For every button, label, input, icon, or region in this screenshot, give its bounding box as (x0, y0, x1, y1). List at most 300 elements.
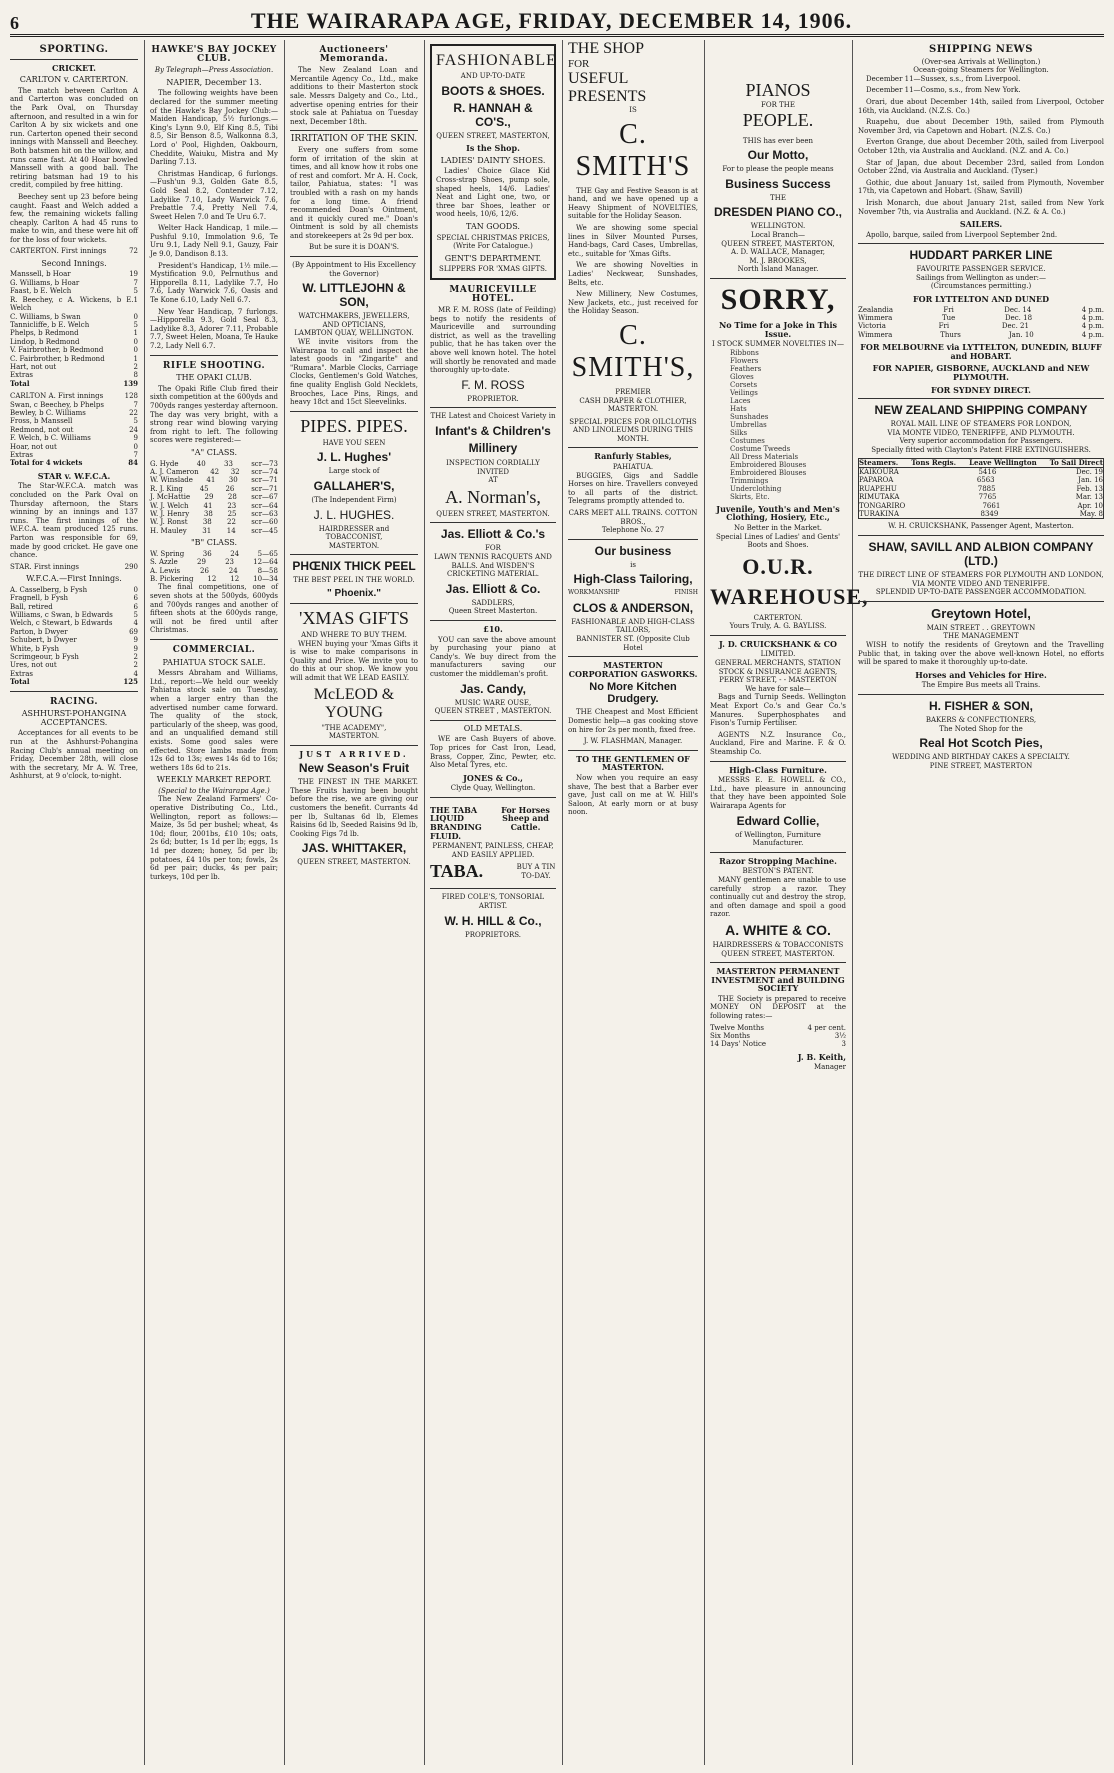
ad-text: QUEEN STREET, MASTERTON. (721, 949, 835, 958)
ad-text: New Millinery, New Costumes, New Jackets, etc., just received for the Holiday Season. (568, 290, 698, 316)
section-heading: SPORTING. (39, 44, 109, 55)
row-value: 2 (133, 661, 138, 670)
divider (568, 539, 698, 540)
article-text: New Year Handicap, 7 furlongs.—Hipporella 9.3, Gold Seal 8.3, Ladylike 8.3, Adorer 7.11, Probable 7.7, Sweet Helen, Moana, Te Hauke 7.2, Lady Nell 6.7. (150, 307, 278, 350)
goods-item: Silks (730, 428, 748, 437)
ad-text: FIRED COLE'S, TONSORIAL ARTIST. (441, 893, 545, 911)
divider (858, 535, 1104, 536)
ad-heading: MASTERTON PERMANENT INVESTMENT and BUILDING SOCIETY (711, 966, 845, 994)
score-line (10, 603, 138, 611)
ad-text: We have for sale— (745, 684, 811, 693)
row-label: Wimmera (858, 314, 893, 323)
score-row (150, 468, 278, 476)
score-line (10, 563, 138, 571)
row-value: 24 (230, 549, 240, 558)
ad-text: THE Cheapest and Most Efficient Domestic help—a gas cooking stove on hire for 2s per month, fixed free. (568, 708, 698, 734)
ship-table-header (859, 459, 1103, 468)
ad-heading: J. D. CRUICKSHANK & CO (719, 638, 837, 649)
row-value: 42 (210, 467, 220, 476)
column-advertisements (290, 40, 418, 1765)
ad-text: PERRY STREET, - - MASTERTON (719, 676, 837, 685)
subheading: SAILERS. (959, 219, 1003, 230)
column-advertisements (568, 40, 698, 1765)
row-label: A. Lewis (150, 566, 181, 575)
subheading: STAR v. W.F.C.A. (37, 470, 111, 481)
ad-heading: PIANOS (745, 80, 811, 100)
ad-text: THE FINEST IN THE MARKET. These Fruits having been bought before the rise, we are giving our customers the benefit. Currants 4d per lb, Sultanas 6d lb, Elemes Raisins 6d lb, Seeded Raisins 9d lb, Cooking Figs 7d lb. (290, 778, 418, 838)
row-value: 24 (228, 566, 238, 575)
ad-text: Clyde Quay, Wellington. (450, 784, 536, 793)
ad-heading: Jas. Elliott & Co. (445, 581, 541, 596)
score-line (10, 586, 138, 594)
row-value: 33 (224, 459, 233, 468)
score-line (10, 443, 138, 451)
row-label: Tannicliffe, b E. Welch (10, 320, 90, 329)
score-line (10, 401, 138, 409)
ad-heading: Razor Stropping Machine. (719, 855, 837, 866)
row-value: 22 (227, 518, 236, 527)
ad-heading: PEOPLE. (742, 109, 814, 130)
row-label: C. Williams, b Swan (10, 312, 81, 321)
ad-heading: For Horses Sheep and Cattle. (501, 804, 550, 833)
ad-text: WEDDING AND BIRTHDAY CAKES A SPECIALTY. (892, 753, 1070, 762)
ad-heading: Millinery (468, 441, 518, 456)
goods-item: Trimmings (730, 476, 769, 485)
row-label: Victoria (858, 322, 886, 331)
divider (568, 750, 698, 751)
row-value: 7 (133, 400, 138, 409)
row-value: scr—45 (251, 526, 278, 535)
score-line (10, 329, 138, 337)
subheading: "A" CLASS. (191, 447, 237, 457)
row-value: 5 (133, 320, 138, 329)
batting-list (10, 401, 138, 460)
article-text: Acceptances for all events to be run at the Ashhurst-Pohangina Racing Club's annual meeting on Friday, December 28th, will close with the secretary, Mr A. W. Tree, Ashhurst, at 9 o'clock, to-night. (10, 729, 138, 781)
score-row (150, 485, 278, 493)
row-label: Twelve Months (710, 1023, 764, 1032)
ad-text: VIA MONTE VIDEO, TENERIFFE, AND PLYMOUTH. (887, 428, 1075, 437)
score-row (150, 575, 278, 583)
row-value: Dec. 14 (1004, 305, 1032, 314)
row-value: 5 (133, 287, 138, 296)
table-cell: Apr. 10 (1077, 501, 1103, 510)
row-label: Extras (10, 669, 33, 678)
ad-text: FOR (485, 544, 501, 553)
arrival-item: December 11—Cosmo, s.s., from New York. (866, 86, 1021, 95)
taba-buy (430, 859, 556, 884)
arrivals-list (858, 75, 1104, 216)
article-text: Welter Hack Handicap, 1 mile.—Pushful 9.10, Immolation 9.6, Te Uru 9.1, Lady Nell 9.1, Gauzy, Fair Je 9.0, Dandison 8.13. (150, 224, 278, 259)
ad-heading: Real Hot Scotch Pies, (919, 736, 1043, 751)
ad-text: FAVOURITE PASSENGER SERVICE. (916, 265, 1046, 274)
row-value: 25 (227, 509, 237, 518)
ad-text: BAKERS & CONFECTIONERS, (925, 716, 1037, 724)
score-row (150, 550, 278, 558)
ad-text: QUEEN STREET, MASTERTON. (436, 509, 550, 518)
ad-heading: H. FISHER & SON, (928, 699, 1033, 713)
goods-item: Ribbons (730, 348, 759, 357)
row-value: 22 (129, 408, 138, 417)
divider (430, 407, 556, 408)
ad-text: MESSRS E. E. HOWELL & CO., Ltd., have pleasure in announcing that they have been appointed Sole Wairarapa Agents for (710, 776, 846, 810)
row-label: F. Welch, b C. Williams (10, 434, 91, 443)
score-line (10, 611, 138, 619)
column-rule (562, 40, 563, 1765)
score-line (10, 594, 138, 602)
ad-text: No Time for a Joke in This Issue. (718, 319, 837, 339)
ad-text: AT (488, 476, 498, 485)
section-heading: COMMERCIAL. (172, 644, 256, 655)
column-news (150, 40, 278, 1765)
divider (568, 656, 698, 657)
ad-heading: TAN GOODS. (466, 221, 520, 231)
ad-text: of Wellington, Furniture Manufacturer. (735, 830, 821, 848)
row-label: J. McHattie (150, 493, 191, 502)
column-rule (284, 40, 285, 1765)
ad-text: THE BEST PEEL IN THE WORLD. (293, 576, 415, 585)
row-value: 29 (196, 558, 206, 567)
ad-text: SPECIAL CHRISTMAS PRICES, (Write For Catalogue.) (436, 233, 550, 251)
arrival-item: Ruapehu, due about December 19th, sailed from Plymouth November 3rd, via Capetown and Hobart. (N.Z.S. Co.) (858, 118, 1104, 135)
row-label: V. Fairbrother, b Redmond (10, 346, 104, 355)
row-value: scr—74 (251, 467, 278, 476)
score-line (10, 363, 138, 371)
ship-row (859, 485, 1103, 493)
ad-heading: Horses and Vehicles for Hire. (915, 669, 1047, 680)
ad-text: Manager (814, 1063, 846, 1072)
goods-item: Feathers (730, 364, 762, 373)
ad-heading: Jas. Candy, (460, 681, 526, 696)
subheading: THE OPAKI CLUB. (176, 373, 252, 383)
score-row (150, 510, 278, 518)
article-text: The New Zealand Loan and Mercantile Agency Co., Ltd., make additions to their Masterton stock sale. Messrs Dalgety and Co., Ltd., advertise opening entries for their stock sale at Pahiatua on Tuesday next, December 18th. (290, 66, 418, 126)
row-value: 26 (225, 484, 235, 493)
divider (430, 620, 556, 621)
subheading: Second Innings. (41, 258, 107, 268)
ad-box (430, 44, 556, 280)
row-label: S. Azzle (150, 558, 178, 567)
ad-text: A. D. WALLACE, Manager, (731, 248, 825, 257)
ad-text: SLIPPERS FOR 'XMAS GIFTS. (439, 265, 547, 274)
divider (710, 635, 846, 636)
ad-text: MANY gentlemen are unable to use carefully strop a razor. They continually cut and destroy the strop, and often damage and spoil a good razor. (710, 875, 846, 919)
score-line (10, 296, 138, 313)
arrival-item: Orari, due about December 14th, sailed from Liverpool, October 16th, via Auckland. (N.Z.S. Co.) (858, 97, 1104, 115)
row-value: 1 (133, 295, 138, 304)
masthead (10, 4, 1104, 37)
ad-heading: DRESDEN PIANO CO., (713, 205, 842, 220)
article-text: President's Handicap, 1½ mile.—Mystification 9.0, Pelrnuthus and Hipporella 8.11, Ladylike 7.7, Ho 7.6, Lady Warwick 7.6, Oasis and Te Kone 6.10, Lady Nell 6.7. (150, 261, 278, 305)
ad-text: THE Society is prepared to receive MONEY ON DEPOSIT at the following rates:— (710, 994, 846, 1021)
ad-heading: C. SMITH'S, (571, 319, 695, 383)
ad-text: SPLENDID UP-TO-DATE PASSENGER ACCOMMODATION. (875, 588, 1087, 597)
row-value: 26 (200, 566, 209, 575)
ad-text: Queen Street Masterton. (448, 607, 538, 616)
ad-text: The Noted Shop for the (939, 724, 1023, 733)
ad-text: AND WHERE TO BUY THEM. (301, 630, 407, 639)
ad-heading: SORRY, (720, 282, 836, 316)
ad-heading: J. B. Keith, (797, 1051, 846, 1062)
ship-row (859, 476, 1103, 484)
score-label: STAR. First innings (10, 562, 80, 571)
sailing-row (858, 322, 1104, 330)
row-label: Ball, retired (10, 602, 53, 611)
row-value: Dec. 21 (1001, 322, 1029, 331)
score-value: 128 (124, 392, 138, 401)
score-total (10, 459, 138, 467)
score-label: CARTERTON. First innings (10, 247, 107, 256)
row-value: 1 (133, 354, 138, 363)
ad-text: Local Branch— (750, 230, 806, 239)
score-line (10, 279, 138, 287)
ad-text: Now when you require an easy shave, The best that a Barber ever gave, Just call on me at W. Hill's Saloon, At early morn or at busy noon. (568, 773, 698, 817)
ad-heading: GENT'S DEPARTMENT. (444, 253, 542, 263)
ad-text: The Empire Bus meets all Trains. (921, 681, 1041, 690)
score-line (10, 645, 138, 653)
table-cell: TURAKINA (859, 510, 900, 519)
ad-text: CARS MEET ALL TRAINS. COTTON BROS., (568, 509, 698, 526)
row-value: 9 (133, 644, 138, 653)
row-value: 4 p.m. (1081, 322, 1104, 331)
row-label: W. J. Welch (150, 501, 189, 510)
score-label: Total (10, 378, 30, 388)
ad-text: MASTERTON. (607, 405, 659, 414)
row-value: 2 (133, 653, 138, 661)
subheading: W.F.C.A.—First Innings. (26, 574, 122, 584)
divider (290, 745, 418, 746)
row-value: 24 (129, 425, 138, 434)
row-value: Dec. 18 (1004, 314, 1033, 323)
ad-heading: £10. (483, 623, 503, 634)
ad-heading: McLEOD & YOUNG (313, 685, 395, 721)
subheading: FOR MELBOURNE via LYTTELTON, DUNEDIN, BLUFF and HOBART. (860, 342, 1102, 361)
score-line (10, 247, 138, 255)
ad-heading: FOR (568, 58, 590, 70)
ad-text: is (630, 560, 636, 569)
row-label: Bewley, b C. Williams (10, 408, 86, 417)
subheading: (Over-sea Arrivals at Wellington.) (921, 57, 1041, 66)
table-cell: Mar. 13 (1075, 493, 1103, 502)
byline: (Special to the Wairarapa Age.) (158, 786, 270, 795)
goods-item: Veilings (730, 388, 758, 397)
ad-heading: A. WHITE & CO. (725, 921, 831, 938)
score-table (150, 460, 278, 536)
goods-item: Hats (730, 404, 747, 413)
row-label: Phelps, b Redmond (10, 329, 79, 338)
table-cell: 5416 (978, 468, 997, 477)
score-row (150, 558, 278, 566)
row-label: A. J. Cameron (150, 467, 199, 476)
ad-heading: C. SMITH'S (575, 118, 691, 182)
subheading: PAHIATUA STOCK SALE. (162, 657, 266, 667)
row-label: H. Mauley (150, 526, 187, 535)
ad-heading: OLD METALS. (463, 723, 523, 733)
row-value: 8 (133, 371, 138, 380)
article-text: Christmas Handicap, 6 furlongs.—Fush'un 9.3, Golden Gate 8.5, Gold Seal 8.2, Contender 7.12, Ladylike 7.10, Lady Warwick 7.6, Prebattle 7.4, Pretty Nell 7.4, Sweet Helen 7.0 and Te Uru 6.7. (150, 169, 278, 221)
row-label: Parton, b Dwyer (10, 627, 68, 636)
row-value: 2 (133, 362, 138, 371)
row-label: R. Beechey, c A. Wickens, b E. Welch (10, 295, 134, 313)
score-line (10, 287, 138, 295)
ship-row (859, 493, 1103, 501)
row-value: 45 (199, 484, 209, 493)
row-value: Fri (943, 305, 954, 314)
ad-heading: J. L. Hughes' (316, 450, 392, 465)
score-value: 84 (128, 458, 138, 468)
row-label: White, b Fysh (10, 644, 59, 653)
row-value: 6 (133, 594, 138, 603)
ad-text: FOR THE (761, 101, 795, 109)
row-value: 3½ (834, 1032, 846, 1041)
divider (430, 888, 556, 889)
table-cell: RUAPEHU (859, 484, 897, 493)
article-text: Beechey sent up 23 before being caught. Faast and Welch added a few, the remaining wickets falling cheaply. Carlton A had 45 runs to make to win, and these were hit off for the loss of four wickets. (10, 192, 138, 244)
ad-text: PINE STREET, MASTERTON (929, 761, 1033, 770)
table-cell: 8349 (980, 510, 999, 519)
ad-heading: CLOS & ANDERSON, (572, 600, 694, 615)
table-cell: 7885 (977, 484, 996, 493)
arrival-item: Gothic, due about January 1st, sailed from Plymouth, November 17th, via Capetown and Hobart. (Shaw, Savill) (858, 178, 1104, 196)
ad-heading: 'XMAS GIFTS (299, 607, 409, 628)
divider (710, 962, 846, 963)
ad-text: J. W. FLASHMAN, Manager. (583, 737, 683, 746)
row-value: 41 (206, 476, 216, 485)
row-value: Thurs (940, 330, 961, 339)
ad-text: QUEEN STREET, MASTERTON. (297, 858, 411, 867)
row-value: 32 (230, 467, 240, 476)
row-value: 5 (133, 610, 138, 619)
goods-item: Skirts, Etc. (730, 492, 770, 501)
row-value: scr—64 (251, 501, 278, 510)
score-line (10, 417, 138, 425)
score-row (150, 493, 278, 501)
ad-heading: Our business (594, 543, 672, 558)
ad-heading: R. HANNAH & CO'S., (453, 100, 533, 129)
sailing-row (858, 306, 1104, 314)
ad-text: AND UP-TO-DATE (460, 72, 526, 80)
ad-text: PERMANENT, PAINLESS, CHEAP, AND EASILY APPLIED. (432, 842, 554, 859)
ad-text: MAIN STREET . . GREYTOWN (926, 623, 1036, 632)
batting-list (10, 270, 138, 379)
page-number: 6 (10, 13, 19, 33)
newspaper-title: THE WAIRARAPA AGE, FRIDAY, DECEMBER 14, 1906. (250, 8, 853, 33)
ad-text: We are showing Novelties in Ladies' Neckwear, Sunshades, Belts, etc. (568, 261, 698, 287)
ad-text: WORKMANSHIP (568, 589, 620, 597)
arrival-item: Everton Grange, due about December 20th, sailed from Liverpool October 12th, via Australia and Auckland. (N.Z. and A. Co.) (858, 138, 1104, 155)
ad-text: PREMIER (615, 387, 651, 396)
row-value: 0 (133, 442, 138, 451)
ad-heading: Ranfurly Stables, (594, 451, 672, 462)
row-value: Jan. 10 (1008, 330, 1034, 339)
rate-row (710, 1040, 846, 1048)
ad-text: PAHIATUA. (612, 463, 654, 472)
score-value: 125 (123, 677, 138, 687)
section-heading: Auctioneers' Memoranda. (319, 45, 389, 64)
table-cell: 7661 (982, 501, 1001, 510)
row-value: 9 (133, 434, 138, 443)
rate-row (710, 1032, 846, 1040)
row-value: 4 p.m. (1081, 314, 1104, 323)
ad-heading: PRESENTS (568, 88, 647, 105)
ad-text: HAIRDRESSER and TOBACCONIST, (318, 524, 390, 542)
ad-heading: TO THE GENTLEMEN OF MASTERTON. (576, 753, 690, 773)
ad-text: WE invite visitors from the Wairarapa to call and inspect the latest goods in "Zingarite" and "Rumara". Marble Clocks, Carriage Clocks, Gentlemen's Gold Watches, fine quality English Gold Necklets, Brooches, Lace Pins, Rings, and heavy 18ct and 15ct Sleevelinks. (290, 338, 418, 407)
section-heading: SHIPPING NEWS (929, 44, 1033, 55)
divider (10, 59, 138, 60)
row-value: 5—65 (257, 549, 278, 558)
arrival-item: Star of Japan, due about December 23rd, sailed from London October 22nd, via Australia and Auckland. (Tyser.) (858, 158, 1104, 176)
table-cell: May. 8 (1079, 510, 1103, 519)
score-row (150, 527, 278, 535)
row-value: scr—60 (251, 518, 278, 527)
score-line (10, 270, 138, 278)
subheading: CRICKET. (52, 62, 96, 73)
divider (858, 243, 1104, 244)
subheading: ASHHURST-POHANGINA ACCEPTANCES. (21, 709, 127, 727)
table-cell: PAPAROA (859, 476, 894, 485)
row-label: Manssell, b Hoar (10, 270, 71, 279)
table-cell: KAIKOURA (859, 468, 899, 477)
divider (290, 554, 418, 555)
divider (858, 398, 1104, 399)
row-label: Zealandia (858, 305, 893, 314)
ad-heading: No More Kitchen Drudgery. (589, 681, 677, 706)
row-value: 12—64 (253, 558, 278, 567)
section-heading: RACING. (49, 696, 99, 707)
row-value: scr—71 (251, 476, 278, 485)
score-line (10, 628, 138, 636)
rates-table (710, 1024, 846, 1049)
ad-text: SADDLERS, (471, 598, 515, 607)
ad-heading: NEW ZEALAND SHIPPING COMPANY (874, 403, 1088, 418)
row-value: scr—67 (251, 493, 278, 502)
row-label: C. Fairbrother, b Redmond (10, 354, 105, 363)
taba-ad (430, 802, 556, 842)
score-total (10, 678, 138, 686)
ad-text: IS (629, 106, 637, 114)
score-value: 72 (129, 247, 138, 256)
row-label: Fross, b Manssell (10, 417, 73, 426)
row-label: Welch, c Stewart, b Edwards (10, 619, 113, 628)
row-label: Hart, not out (10, 362, 57, 371)
column-advertisements (430, 40, 556, 1765)
ad-heading: JONES & Co., (463, 772, 523, 783)
divider (290, 130, 418, 131)
row-label: Hoar, not out (10, 442, 57, 451)
ad-text: THE MANAGEMENT (943, 632, 1019, 641)
ad-heading: USEFUL (568, 70, 629, 87)
ad-text: LIMITED. (760, 650, 796, 659)
row-label: Ures, not out (10, 661, 57, 670)
divider (710, 852, 846, 853)
table-cell: Dec. 19 (1075, 468, 1103, 477)
goods-item: All Dress Materials (730, 452, 799, 461)
ad-text: PROPRIETOR. (467, 394, 519, 403)
ad-text: WE are Cash Buyers of above. Top prices for Cast Iron, Lead, Brass, Copper, Zinc, Pewter, etc. Also Metal Tyres, etc. (430, 735, 556, 770)
ad-text: HAIRDRESSERS & TOBACCONISTS (712, 940, 844, 949)
table-cell: TONGARIRO (859, 501, 906, 510)
arrival-item: December 11—Sussex, s.s., from Liverpool. (866, 74, 1021, 83)
score-line (10, 392, 138, 400)
ad-text: Large stock of (328, 467, 380, 476)
ad-heading: High-Class Furniture. (729, 764, 827, 775)
ad-heading: JUST ARRIVED. (299, 748, 409, 759)
row-value: 0 (133, 346, 138, 355)
goods-item: Flowers (730, 356, 759, 365)
ad-heading: PHŒNIX THICK PEEL (292, 559, 416, 574)
sailing-row (858, 314, 1104, 322)
row-value: 0 (133, 585, 138, 594)
